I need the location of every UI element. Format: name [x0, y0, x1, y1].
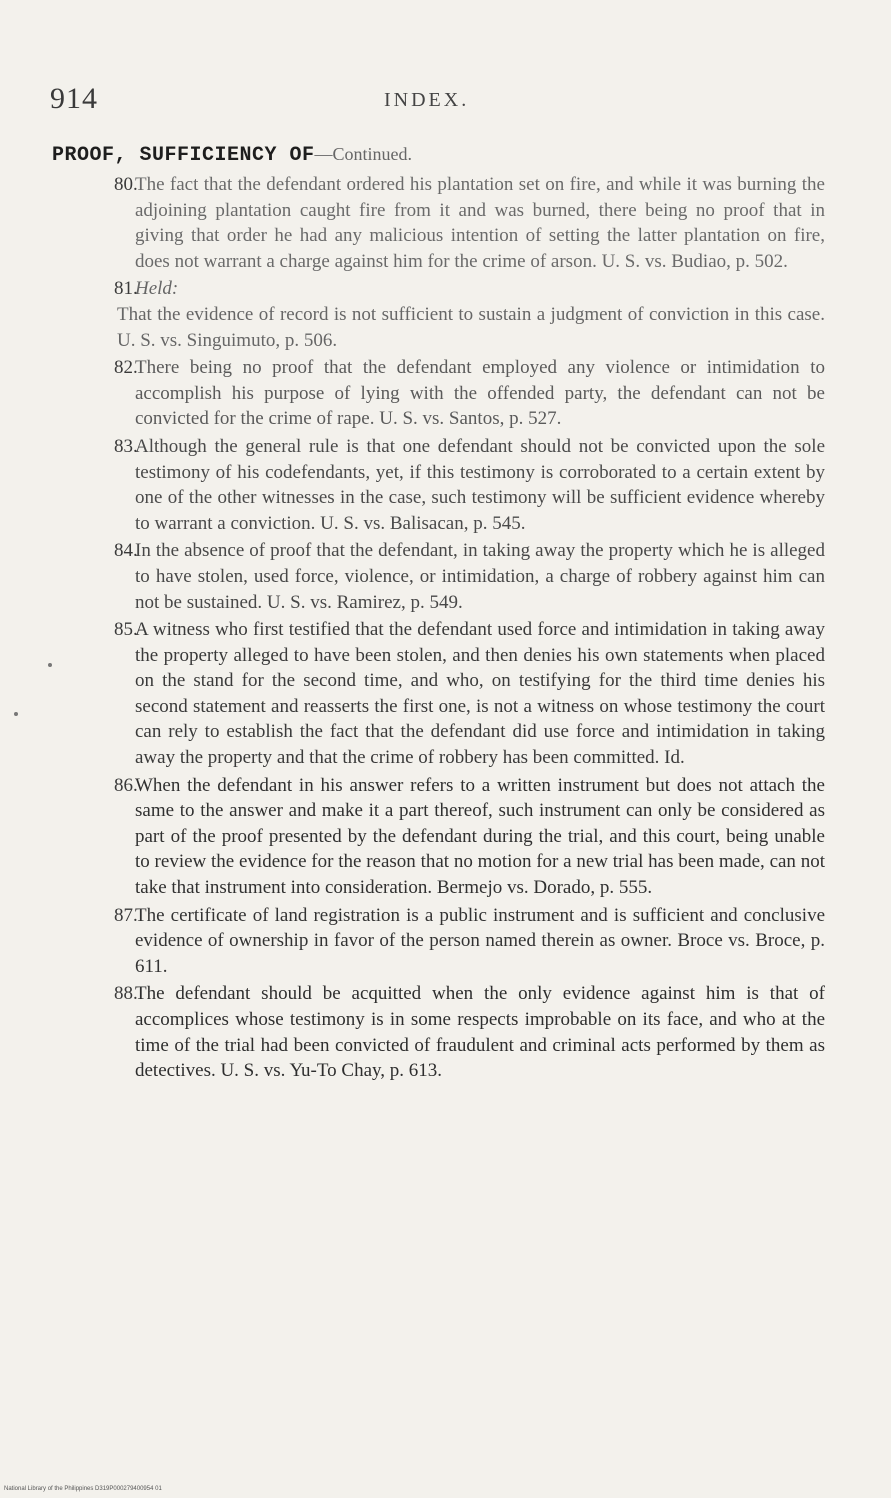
entry-number: 87. — [114, 904, 138, 926]
entry-84 — [80, 538, 825, 615]
entry-text: In the absence of proof that the defendant, in taking away the property which he is alleged to have stolen, used force, violence, or intimidation, a charge of robbery against him can not be sustained. U. S. vs. Ramirez, p. 549. — [135, 540, 825, 613]
entry-88 — [80, 981, 825, 1083]
entry-number: 88. — [114, 983, 138, 1005]
entry-number: 83. — [114, 435, 138, 457]
page-speck — [14, 712, 18, 716]
page-number: 914 — [50, 82, 98, 115]
scan-footer: National Library of the Philippines D319P000279400954 01 — [4, 1486, 162, 1492]
entries-list — [80, 172, 825, 1086]
entry-85 — [80, 617, 825, 771]
entry-label: Held: — [135, 278, 179, 300]
entry-text: The certificate of land registration is a public instrument and is sufficient and conclusive evidence of ownership in favor of the person named therein as owner. Broce vs. Broce, p. 611. — [135, 904, 825, 977]
entry-number: 85. — [114, 619, 138, 641]
entry-number: 80. — [114, 174, 138, 195]
entry-text: The fact that the defendant ordered his plantation set on fire, and while it was burning the adjoining plantation caught fire from it and was burned, there being no proof that in giving that order he had any malicious intention of setting the latter plantation on fire, does not warrant a charge against him for the crime of arson. U. S. vs. Budiao, p. 502. — [135, 174, 825, 272]
entry-number: 84. — [114, 540, 138, 562]
heading-title: PROOF, SUFFICIENCY OF — [52, 144, 315, 167]
entry-number: 86. — [114, 774, 138, 796]
entry-text: A witness who first testified that the defendant used force and intimidation in taking away the property alleged to have been stolen, and then denies his own statements when placed on the stand for the second time, and who, on testifying for the third time denies his second statement and reasserts the first one, is not a witness on whose testimony the court can rely to establish the fact that the defendant did use force and intimidation in taking away the property and that the crime of robbery has been committed. Id. — [135, 619, 825, 769]
section-heading — [52, 143, 412, 167]
entry-text: When the defendant in his answer refers to a written instrument but does not attach the same to the answer and make it a part thereof, such instrument can only be considered as part of the proof presented by the defendant during the trial, and this court, being unable to review the evidence for the reason that no motion for a new trial has been made, can not take that instrument into consideration. Bermejo vs. Dorado, p. 555. — [135, 774, 825, 899]
entry-81 — [80, 276, 825, 353]
entry-text: The defendant should be acquitted when the only evidence against him is that of accomplices whose testimony is in some respects improbable on its face, and who at the time of the trial had been convicted of fraudulent and criminal acts performed by them as detectives. U. S. vs. Yu-To Chay, p. 613. — [135, 983, 825, 1082]
entry-text: That the evidence of record is not sufficient to sustain a judgment of conviction in this case. U. S. vs. Singuimuto, p. 506. — [117, 303, 825, 351]
entry-83 — [80, 434, 825, 536]
entry-text: There being no proof that the defendant employed any violence or intimidation to accomplish his purpose of lying with the offended party, the defendant can not be convicted for the crime of rape. U. S. vs. Santos, p. 527. — [135, 357, 825, 430]
entry-number: 81. — [114, 278, 138, 300]
entry-number: 82. — [114, 357, 138, 379]
entry-text: Although the general rule is that one defendant should not be convicted upon the sole testimony of his codefendants, yet, if this testimony is corroborated to a certain extent by one of the other witnesses in the case, such testimony will be sufficient evidence whereby to warrant a conviction. U. S. vs. Balisacan, p. 545. — [135, 435, 825, 534]
entry-82 — [80, 355, 825, 432]
heading-continued: —Continued. — [314, 144, 413, 164]
entry-86 — [80, 773, 825, 901]
entry-80 — [80, 172, 825, 274]
running-head: INDEX. — [384, 89, 470, 111]
entry-87 — [80, 903, 825, 980]
page-speck — [48, 663, 52, 667]
